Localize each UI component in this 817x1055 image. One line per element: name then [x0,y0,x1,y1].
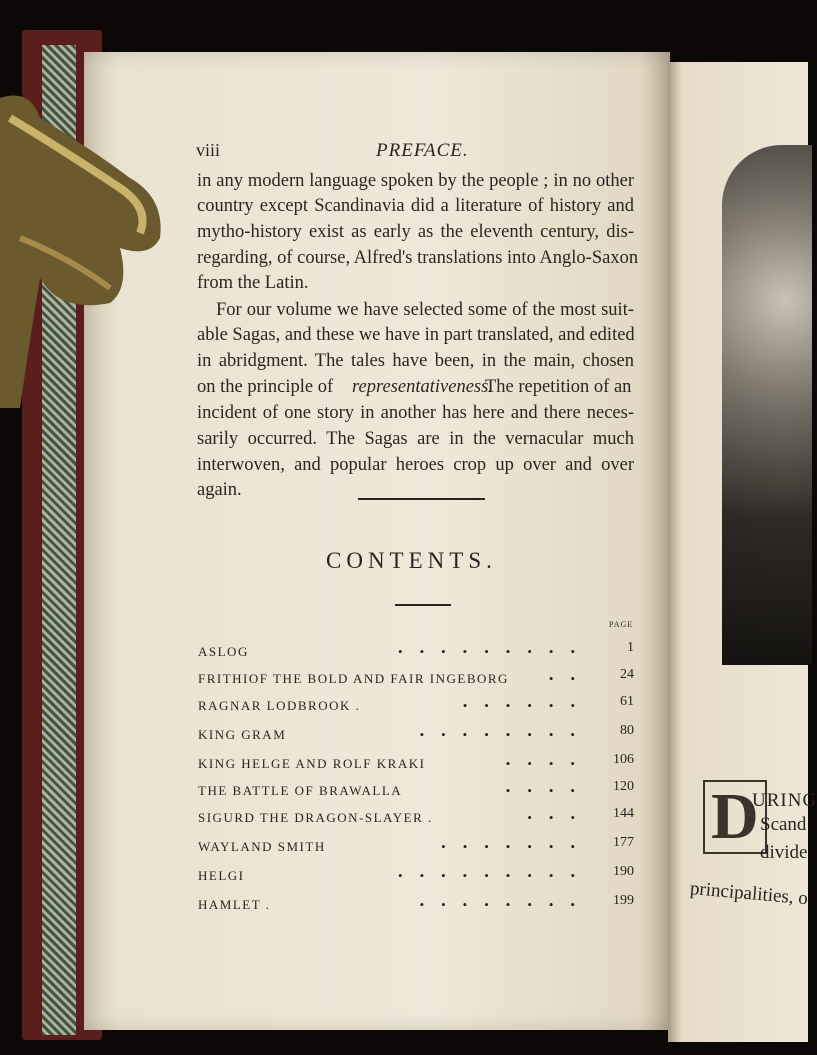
text-line: mytho-history exist as early as the eleventh century, dis- [197,222,634,242]
drop-cap-initial: D [703,780,767,854]
text-line: interwoven, and popular heroes crop up over and over [197,455,634,475]
entry-page-number: 80 [620,723,634,738]
engraving-illustration [722,145,812,665]
text-line: in any modern language spoken by the people ; in no other [197,171,634,191]
right-text-line: Scand [760,814,807,835]
entry-page-number: 61 [620,694,634,709]
text-line: incident of one story in another has here and there neces- [197,403,634,423]
text-line: The repetition of an [485,377,632,397]
brass-hand-bookstand [0,88,165,408]
entry-page-number: 120 [613,779,634,794]
text-line: For our volume we have selected some of the most suit- [216,300,634,320]
leader-dots: •••••• [462,698,592,713]
text-line: from the Latin. [197,273,309,293]
text-line: regarding, of course, Alfred's translations into Anglo-Saxon [197,248,639,268]
entry-page-number: 190 [613,864,634,879]
entry-title: KING GRAM [198,727,287,742]
entry-page-number: 199 [613,893,634,908]
leader-dots: •••• [505,756,592,771]
page-column-label: PAGE [609,620,634,629]
right-text-line: URING [752,790,817,811]
divider-rule [358,498,485,500]
contents-entry [198,806,634,828]
leader-dots: ••••••• [441,839,592,854]
entry-page-number: 144 [613,806,634,821]
text-line: on the principle of [197,377,334,397]
contents-entry [198,640,634,662]
text-line: country except Scandinavia did a literature of history and [197,196,634,216]
entry-title: WAYLAND SMITH [198,839,326,854]
contents-heading: CONTENTS. [326,548,497,573]
entry-title: ASLOG [198,644,249,659]
text-line: again. [197,480,242,500]
text-line: able Sagas, and these we have in part translated, and edited [197,325,635,345]
entry-title: KING HELGE AND ROLF KRAKI [198,756,426,771]
contents-entry [198,779,634,801]
leader-dots: •• [548,671,592,686]
right-text-line: principalities, o [689,878,809,910]
entry-title: FRITHIOF THE BOLD AND FAIR INGEBORG [198,671,509,686]
leader-dots: ••• [527,810,592,825]
entry-title: HELGI [198,868,245,883]
italic-word: representativeness. [352,377,493,397]
contents-entry [198,864,634,886]
leader-dots: ••••••••• [398,644,592,659]
leader-dots: ••••••••• [398,868,592,883]
contents-entry [198,723,634,745]
leader-dots: •••• [505,783,592,798]
entry-title: THE BATTLE OF BRAWALLA [198,783,403,798]
entry-page-number: 177 [613,835,634,850]
text-line: in abridgment. The tales have been, in the main, chosen [197,351,634,371]
entry-page-number: 106 [613,752,634,767]
leader-dots: •••••••• [419,897,592,912]
right-text-line: divide [760,842,808,863]
leader-dots: •••••••• [419,727,592,742]
text-line: sarily occurred. The Sagas are in the vernacular much [197,429,634,449]
contents-entry [198,893,634,915]
contents-entry [198,752,634,774]
contents-entry [198,667,634,689]
contents-rule [395,604,451,606]
contents-entry [198,835,634,857]
entry-title: RAGNAR LODBROOK . [198,698,361,713]
contents-entry [198,694,634,716]
entry-page-number: 24 [620,667,634,682]
page-number: viii [196,140,221,160]
entry-title: SIGURD THE DRAGON-SLAYER . [198,810,433,825]
entry-title: HAMLET . [198,897,271,912]
entry-page-number: 1 [627,640,634,655]
running-title: PREFACE. [376,140,469,161]
